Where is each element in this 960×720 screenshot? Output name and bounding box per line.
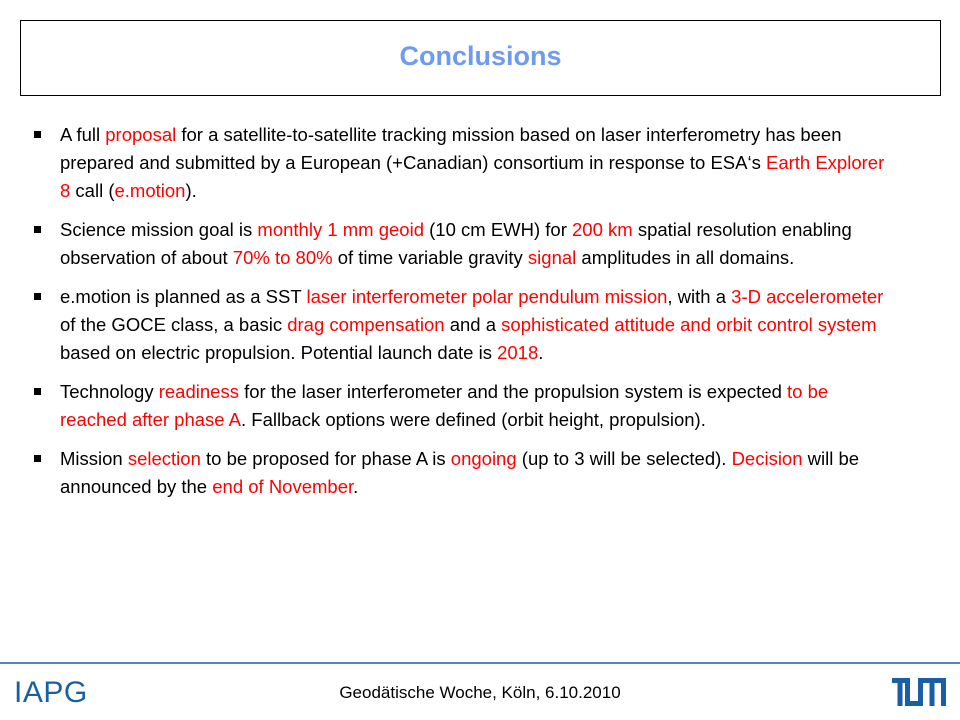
highlighted-text: 2018	[497, 342, 539, 363]
body-text: for a satellite-to-satellite tracking mission based on laser interferometry has been prepared and submitted by a European (+Canadian) consortium in response to ESA‘s	[60, 124, 842, 173]
highlighted-text: e.motion	[114, 180, 186, 201]
highlighted-text: selection	[127, 448, 201, 469]
bullet-item	[34, 216, 894, 272]
tum-logo-icon	[892, 678, 946, 706]
bullet-item	[34, 121, 894, 205]
bullet-item	[34, 283, 894, 367]
highlighted-text: readiness	[158, 381, 239, 402]
body-text: for the laser interferometer and the propulsion system is expected	[238, 381, 788, 402]
square-bullet-icon	[34, 293, 41, 300]
body-text: will be announced by the	[60, 448, 860, 497]
body-text: call (	[70, 180, 115, 201]
highlighted-text: drag compensation	[287, 314, 445, 335]
slide-title: Conclusions	[399, 40, 562, 71]
square-bullet-icon	[34, 455, 41, 462]
body-text: A full	[60, 124, 106, 145]
footer-event-text: Geodätische Woche, Köln, 6.10.2010	[339, 683, 621, 702]
highlighted-text: laser interferometer polar pendulum mission	[306, 286, 668, 307]
body-text: to be proposed for phase A is	[200, 448, 451, 469]
body-text: . Fallback options were defined (orbit height, propulsion).	[241, 409, 706, 430]
highlighted-text: end of November	[212, 476, 354, 497]
body-text: Technology	[60, 381, 159, 402]
highlighted-text: proposal	[105, 124, 177, 145]
highlighted-text: monthly 1 mm geoid	[257, 219, 424, 240]
highlighted-text: 70% to 80%	[232, 247, 333, 268]
square-bullet-icon	[34, 226, 41, 233]
body-text: and a	[444, 314, 502, 335]
bullet-list	[34, 121, 894, 512]
body-text: .	[538, 342, 544, 363]
body-text: ).	[185, 180, 197, 201]
body-text: of the GOCE class, a basic	[60, 314, 288, 335]
square-bullet-icon	[34, 131, 41, 138]
square-bullet-icon	[34, 388, 41, 395]
body-text: amplitudes in all domains.	[576, 247, 795, 268]
body-text: Science mission goal is	[60, 219, 258, 240]
footer-divider	[0, 662, 960, 664]
body-text: , with a	[667, 286, 732, 307]
body-text: e.motion is planned as a SST	[60, 286, 307, 307]
highlighted-text: Decision	[731, 448, 803, 469]
body-text: based on electric propulsion. Potential launch date is	[60, 342, 498, 363]
highlighted-text: to be reached after phase A	[60, 381, 829, 430]
title-box	[20, 20, 941, 96]
body-text: (10 cm EWH) for	[424, 219, 573, 240]
body-text: Mission	[60, 448, 128, 469]
bullet-item	[34, 378, 894, 434]
highlighted-text: signal	[527, 247, 577, 268]
bullet-item	[34, 445, 894, 501]
highlighted-text: ongoing	[450, 448, 517, 469]
highlighted-text: 3-D accelerometer	[731, 286, 884, 307]
highlighted-text: 200 km	[572, 219, 633, 240]
body-text: .	[353, 476, 359, 497]
highlighted-text: sophisticated attitude and orbit control system	[501, 314, 877, 335]
iapg-logo: IAPG	[14, 676, 88, 709]
body-text: (up to 3 will be selected).	[516, 448, 732, 469]
body-text: spatial resolution enabling observation of about	[60, 219, 852, 268]
highlighted-text: Earth Explorer 8	[60, 152, 885, 201]
body-text: of time variable gravity	[332, 247, 528, 268]
